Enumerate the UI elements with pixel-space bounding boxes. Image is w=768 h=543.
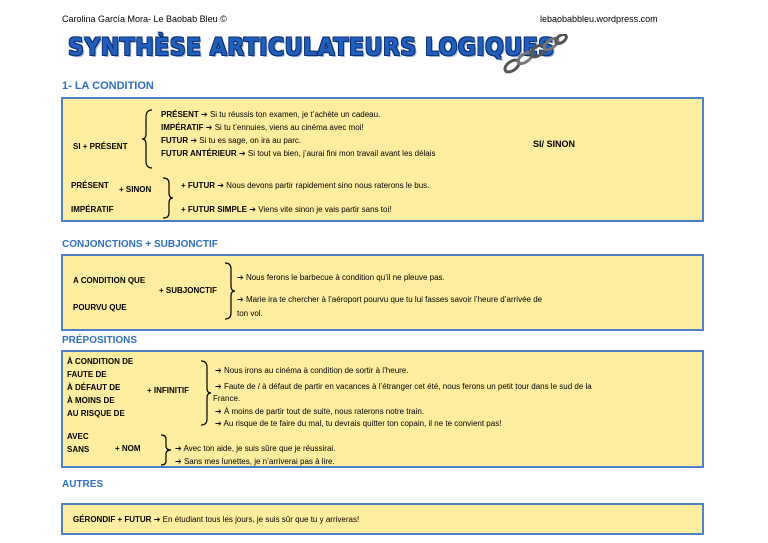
preposition-example xyxy=(215,407,424,416)
avec-label: AVEC xyxy=(67,432,89,441)
example-text: Sans mes lunettes, je n’arriverai pas à lire. xyxy=(183,457,335,466)
brace-icon xyxy=(159,434,171,466)
condition-row xyxy=(161,149,436,158)
condition-row xyxy=(161,136,301,145)
example-text: Si tu es sage, on ira au parc. xyxy=(199,136,302,145)
section-conjonctions-box xyxy=(61,254,704,331)
conjonction-example xyxy=(237,273,445,282)
arrow-icon: ➔ xyxy=(215,419,222,428)
arrow-icon: ➔ xyxy=(205,123,213,132)
example-text: Si tu réussis ton examen, je t’achète un cadeau. xyxy=(209,110,381,119)
futur-simple-label: + FUTUR SIMPLE xyxy=(181,205,248,214)
section-autres-heading: AUTRES xyxy=(62,479,104,490)
arrow-icon: ➔ xyxy=(153,515,161,524)
example-text: Nous irons au cinéma à condition de sortir à l’heure. xyxy=(223,366,409,375)
tense-label: FUTUR ANTÉRIEUR xyxy=(161,149,237,158)
section-prepositions-box xyxy=(61,350,704,468)
tense-label: FUTUR xyxy=(161,136,189,145)
arrow-icon: ➔ xyxy=(237,295,244,304)
nom-example xyxy=(175,457,335,466)
arrow-icon: ➔ xyxy=(217,181,224,190)
arrow-icon: ➔ xyxy=(215,366,222,375)
example-text: En étudiant tous les jours, je suis sûr que tu y arriveras! xyxy=(162,515,360,524)
example-text-continued: France. xyxy=(213,394,241,403)
brace-icon xyxy=(161,177,173,219)
futur-row xyxy=(181,181,429,190)
present-label: PRÉSENT xyxy=(71,181,109,190)
preposition-item: À MOINS DE xyxy=(67,396,115,405)
a-condition-que-label: A CONDITION QUE xyxy=(73,276,146,285)
example-text: Au risque de te faire du mal, tu devrais quitter ton copain, il ne te convient pas! xyxy=(223,419,502,428)
brace-icon xyxy=(223,262,235,320)
arrow-icon: ➔ xyxy=(249,205,256,214)
arrow-icon: ➔ xyxy=(201,110,208,119)
preposition-item: À DÉFAUT DE xyxy=(67,383,121,392)
section-conjonctions-heading: CONJONCTIONS + SUBJONCTIF xyxy=(62,239,218,250)
section-autres-box xyxy=(61,503,704,535)
si-sinon-label: SI/ SINON xyxy=(533,139,576,149)
gerondif-label: GÉRONDIF + FUTUR xyxy=(73,515,152,524)
example-text: Si tout va bien, j’aurai fini mon travail avant les délais xyxy=(247,149,436,158)
example-text: Avec ton aide, je suis sûre que je réussirai. xyxy=(183,444,336,453)
nom-example xyxy=(175,444,335,453)
preposition-example xyxy=(215,366,408,375)
section-prepositions-heading: PRÉPOSITIONS xyxy=(62,335,138,346)
site-url[interactable]: lebaobabbleu.wordpress.com xyxy=(540,14,658,24)
preposition-item: À CONDITION DE xyxy=(67,357,134,366)
futur-simple-row xyxy=(181,205,391,214)
arrow-icon: ➔ xyxy=(190,136,198,145)
sans-label: SANS xyxy=(67,445,90,454)
arrow-icon: ➔ xyxy=(215,382,222,391)
tense-label: IMPÉRATIF xyxy=(161,123,204,132)
example-text-continued: ton vol. xyxy=(237,309,263,318)
nom-label: + NOM xyxy=(115,444,141,453)
example-text: Marie ira te chercher à l’aéroport pourvu que tu lui fasses savoir l’heure d’arrivée de xyxy=(245,295,543,304)
example-text: Nous devons partir rapidement sino nous raterons le bus. xyxy=(226,181,430,190)
conjonction-example xyxy=(237,295,542,304)
chain-icon xyxy=(500,34,570,76)
example-text: Nous ferons le barbecue à condition qu’il ne pleuve pas. xyxy=(245,273,445,282)
sinon-label: + SINON xyxy=(119,185,152,194)
gerondif-row xyxy=(73,515,359,524)
example-text: Si tu t’ennuies, viens au cinéma avec moi! xyxy=(214,123,364,132)
tense-label: PRÉSENT xyxy=(161,110,199,119)
pourvu-que-label: POURVU QUE xyxy=(73,303,127,312)
page-title: SYNTHÈSE ARTICULATEURS LOGIQUES xyxy=(68,33,555,61)
brace-icon xyxy=(142,109,154,169)
imperatif-label: IMPÉRATIF xyxy=(71,205,114,214)
arrow-icon: ➔ xyxy=(238,149,246,158)
preposition-item: FAUTE DE xyxy=(67,370,107,379)
section-condition-box xyxy=(61,97,704,222)
brace-icon xyxy=(199,360,211,426)
arrow-icon: ➔ xyxy=(175,457,182,466)
example-text: Viens vite sinon je vais partir sans toi! xyxy=(258,205,392,214)
arrow-icon: ➔ xyxy=(215,407,222,416)
condition-row xyxy=(161,123,364,132)
arrow-icon: ➔ xyxy=(175,444,182,453)
section-condition-heading: 1- LA CONDITION xyxy=(62,80,154,92)
infinitif-label: + INFINITIF xyxy=(147,386,189,395)
subjonctif-label: + SUBJONCTIF xyxy=(159,286,218,295)
condition-row xyxy=(161,110,380,119)
arrow-icon: ➔ xyxy=(237,273,244,282)
author-credit: Carolina García Mora- Le Baobab Bleu © xyxy=(62,14,227,24)
preposition-item: AU RISQUE DE xyxy=(67,409,125,418)
preposition-example xyxy=(215,382,592,391)
example-text: Faute de / à défaut de partir en vacances à l’étranger cet été, nous ferons un petit tour dans le sud de la xyxy=(223,382,592,391)
futur-label: + FUTUR xyxy=(181,181,215,190)
si-present-label: SI + PRÉSENT xyxy=(73,142,128,151)
preposition-example xyxy=(215,419,501,428)
example-text: À moins de partir tout de suite, nous raterons notre train. xyxy=(223,407,425,416)
